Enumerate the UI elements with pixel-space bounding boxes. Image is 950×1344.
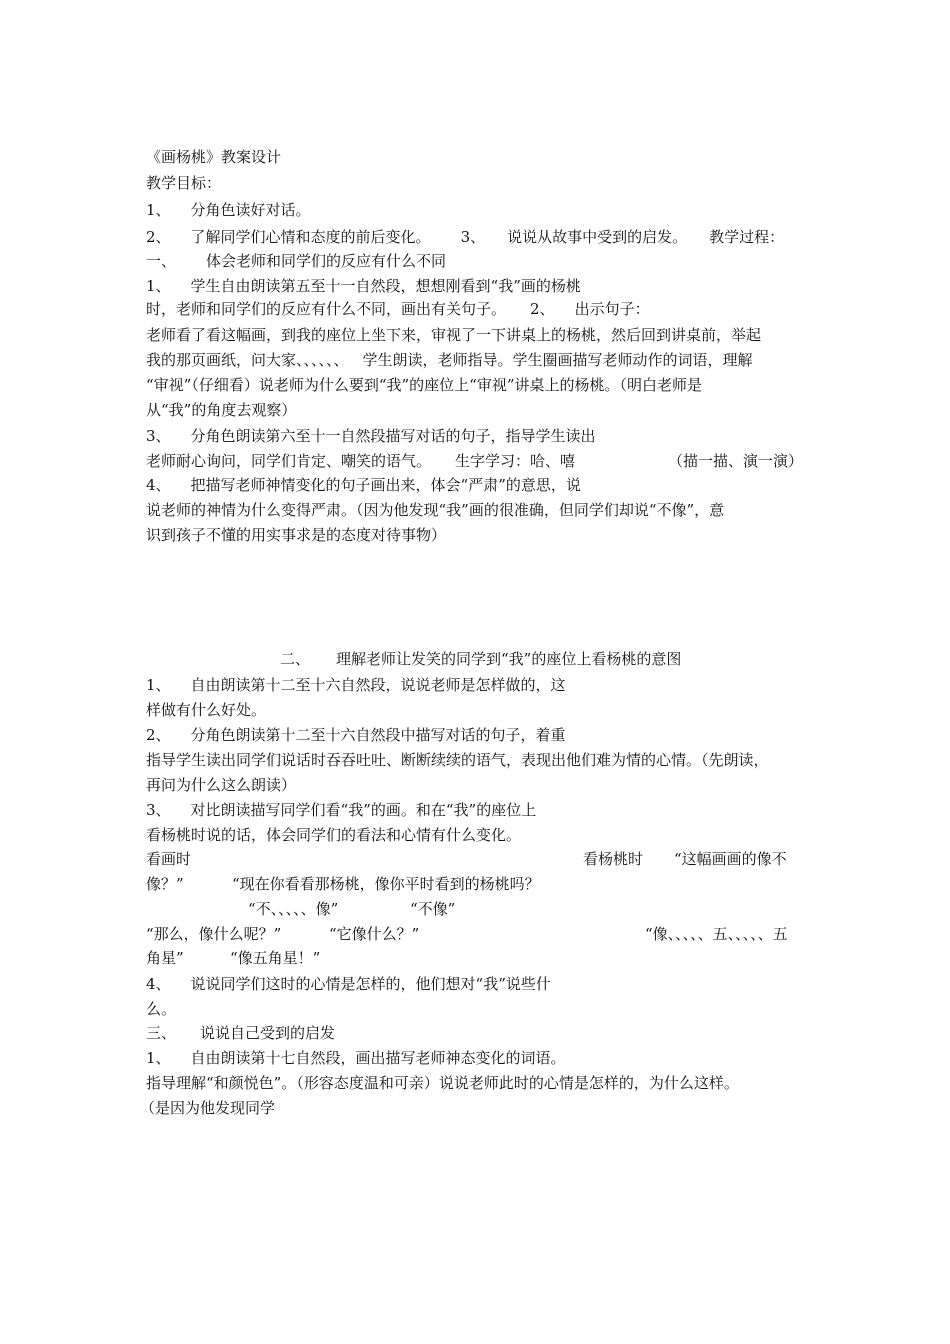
- item-text: 对比朗读描写同学们看“我”的画。和在“我”的座位上: [190, 801, 537, 819]
- section-2-heading: [280, 648, 681, 670]
- item-text: 老师耐心询问，同学们肯定、嘲笑的语气。: [146, 452, 432, 470]
- dialogue-line: “不像”: [410, 900, 456, 918]
- objective-1: [146, 199, 311, 221]
- item-text: 说说同学们这时的心情是怎样的，他们想对“我”说些什: [190, 975, 551, 993]
- item-text: 把描写老师神情变化的句子画出来，体会“严肃”的意思，说: [190, 476, 581, 494]
- list-number: 4、: [146, 975, 171, 993]
- dialogue-line: “那么，像什么呢？”: [146, 925, 282, 943]
- item-text: 分角色朗读第十二至十六自然段中描写对话的句子，着重: [190, 726, 566, 744]
- paragraph-line: 说老师的神情为什么变得严肃。（因为他发现“我”画的很准确，但同学们却说“不像”，意: [146, 501, 725, 519]
- item-text: 出示句子：: [574, 300, 650, 318]
- paragraph-line: （是因为他发现同学: [140, 1099, 276, 1117]
- dialogue-line: “这幅画画的像不: [674, 850, 787, 868]
- paragraph-line: 再问为什么这么朗读）: [146, 776, 297, 794]
- section-number: 一、: [146, 252, 177, 270]
- process-heading: 教学过程：: [709, 228, 785, 246]
- item-note: （描一描、演一演）: [668, 452, 804, 470]
- item-text: 学生自由朗读第五至十一自然段，想想刚看到“我”画的杨桃: [190, 277, 581, 295]
- item-text: 生字学习：哈、嘻: [455, 452, 576, 470]
- paragraph-line: 指导学生读出同学们说话时吞吞吐吐、断断续续的语气，表现出他们难为情的心情。（先朗读，: [146, 751, 769, 769]
- s2-item-1: [146, 674, 566, 696]
- list-number: 1、: [146, 201, 171, 219]
- text-fragment: 我的那页画纸，问大家、、、、、、: [146, 351, 349, 369]
- s1-item-1: [146, 275, 581, 297]
- s1-item-3-cont: [146, 450, 575, 472]
- dialogue-line: “像、、、、、五、、、、、五: [645, 925, 788, 943]
- paragraph-line: 识到孩子不懂的用实事求是的态度对待事物）: [146, 526, 447, 544]
- item-text: 时，老师和同学们的反应有什么不同，画出有关句子。: [146, 300, 507, 318]
- dialogue-line: 像？”: [146, 875, 184, 893]
- compare-left-heading: 看画时: [146, 850, 192, 868]
- section-title: 说说自己受到的启发: [200, 1024, 336, 1042]
- text-fragment: 学生朗读，老师指导。学生圈画描写老师动作的词语，理解: [362, 351, 753, 369]
- list-number: 3、: [460, 228, 486, 246]
- section-3-heading: [146, 1022, 335, 1044]
- paragraph-line: 样做有什么好处。: [146, 701, 267, 719]
- objective-text: 分角色读好对话。: [190, 201, 311, 219]
- paragraph-line: [146, 349, 753, 371]
- list-number: 1、: [146, 676, 171, 694]
- list-number: 2、: [530, 300, 555, 318]
- paragraph-line: 从“我”的角度去观察）: [146, 401, 297, 419]
- section-title: 理解老师让发笑的同学到“我”的座位上看杨桃的意图: [336, 650, 682, 668]
- dialogue-line: “现在你看看那杨桃，像你平时看到的杨桃吗？: [232, 875, 540, 893]
- dialogue-line: “它像什么？”: [329, 925, 420, 943]
- section-1-heading: [146, 250, 446, 272]
- list-number: 3、: [146, 801, 171, 819]
- paragraph-line: 么。: [146, 1000, 177, 1018]
- list-number: 4、: [146, 476, 171, 494]
- dialogue-line: 角星”: [146, 949, 184, 967]
- paragraph-line: “审视”（仔细看）说老师为什么要到“我”的座位上“审视”讲桌上的杨桃。（明白老师是: [146, 376, 703, 394]
- list-number: 2、: [146, 726, 171, 744]
- s3-item-1: [146, 1047, 566, 1069]
- dialogue-line: “不、、、、、像”: [248, 900, 339, 918]
- list-number: 1、: [146, 277, 171, 295]
- item-text: 自由朗读第十七自然段，画出描写老师神态变化的词语。: [190, 1049, 566, 1067]
- s2-item-2: [146, 724, 566, 746]
- s1-item-1-cont: [146, 298, 650, 320]
- s1-item-3: [146, 425, 596, 447]
- list-number: 2、: [146, 228, 171, 246]
- list-number: 3、: [146, 427, 171, 445]
- s1-item-4: [146, 474, 581, 496]
- document-title: 《画杨桃》教案设计: [146, 148, 282, 166]
- item-text: 分角色朗读第六至十一自然段描写对话的句子，指导学生读出: [190, 427, 596, 445]
- objective-text: 了解同学们心情和态度的前后变化。: [190, 228, 431, 246]
- section-number: 二、: [280, 650, 311, 668]
- objectives-heading: 教学目标：: [146, 174, 222, 192]
- s2-item-3: [146, 799, 536, 821]
- list-number: 1、: [146, 1049, 171, 1067]
- paragraph-line: 老师看了看这幅画，到我的座位上坐下来，审视了一下讲桌上的杨桃，然后回到讲桌前，举起: [146, 326, 762, 344]
- paragraph-line: 看杨桃时说的话，体会同学们的看法和心情有什么变化。: [146, 826, 522, 844]
- section-number: 三、: [146, 1024, 177, 1042]
- objective-text: 说说从故事中受到的启发。: [507, 228, 688, 246]
- compare-right-heading: 看杨桃时: [583, 850, 644, 868]
- item-text: 自由朗读第十二至十六自然段，说说老师是怎样做的，这: [190, 676, 566, 694]
- objectives-2-3-line: [146, 226, 784, 248]
- paragraph-line: 指导理解“和颜悦色”。（形容态度温和可亲）说说老师此时的心情是怎样的，为什么这样。: [146, 1074, 739, 1092]
- s2-item-4: [146, 973, 551, 995]
- section-title: 体会老师和同学们的反应有什么不同: [206, 252, 447, 270]
- dialogue-line: “像五角星！”: [230, 949, 321, 967]
